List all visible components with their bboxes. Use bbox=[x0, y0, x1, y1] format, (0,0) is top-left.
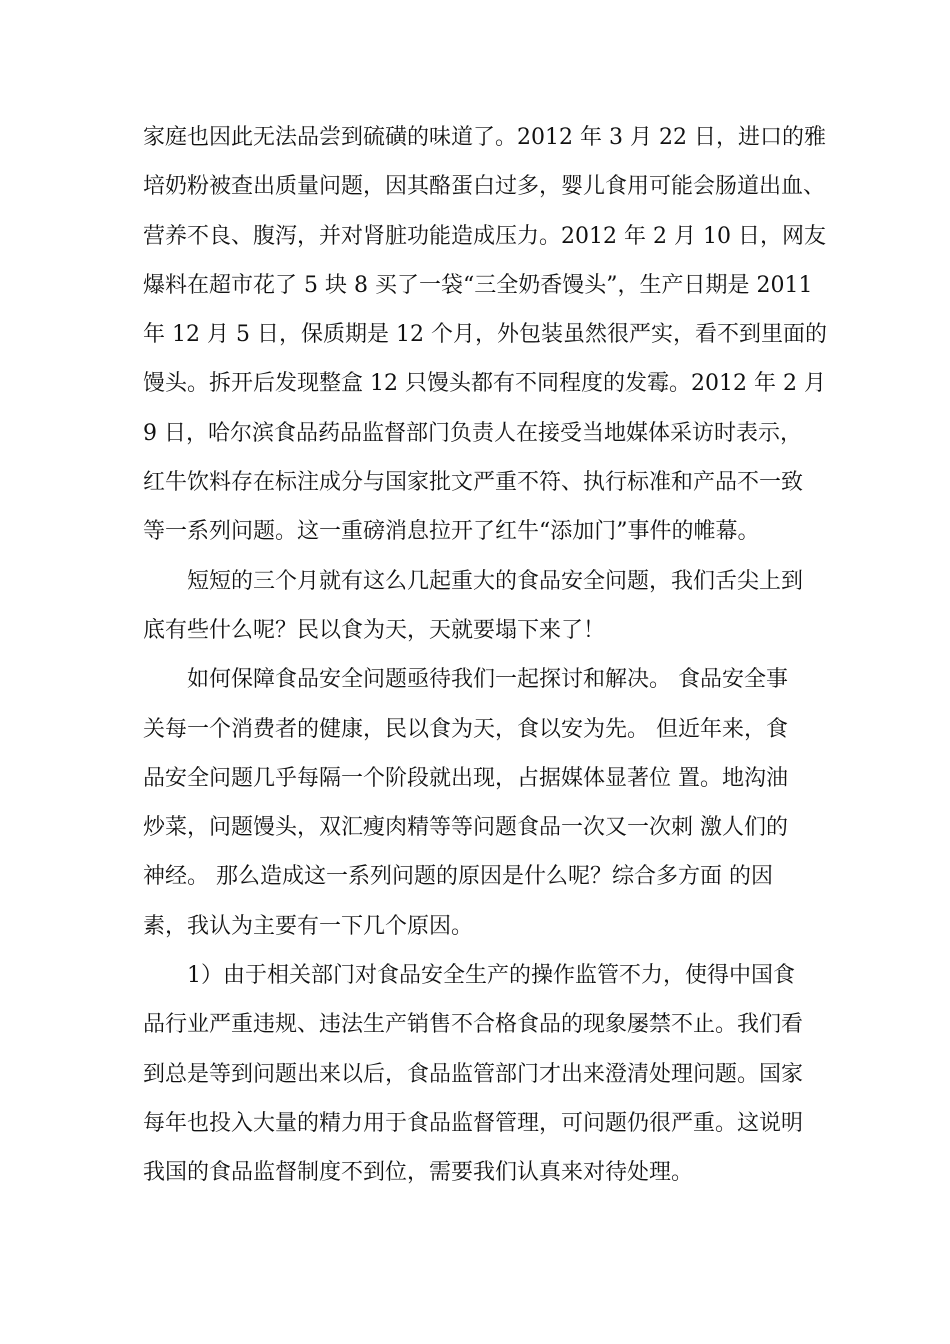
text-line: 我国的食品监督制度不到位，需要我们认真来对待处理。 bbox=[143, 1160, 694, 1186]
text-line: 品行业严重违规、违法生产销售不合格食品的现象屡禁不止。我们看 bbox=[143, 1012, 804, 1038]
text-line: 培奶粉被查出质量问题，因其酪蛋白过多，婴儿食用可能会肠道出血、 bbox=[143, 174, 826, 200]
text-line: 家庭也因此无法品尝到硫磺的味道了。2012 年 3 月 22 日，进口的雅 bbox=[143, 125, 826, 150]
paragraph-causes-intro bbox=[143, 655, 805, 951]
text-line: 红牛饮料存在标注成分与国家批文严重不符、执行标准和产品不一致 bbox=[143, 470, 804, 496]
text-line: 年 12 月 5 日，保质期是 12 个月，外包装虽然很严实，看不到里面的 bbox=[143, 322, 827, 348]
text-line: 神经。 那么造成这一系列问题的原因是什么呢？综合多方面 的因 bbox=[143, 864, 773, 890]
text-line: 每年也投入大量的精力用于食品监督管理，可问题仍很严重。这说明 bbox=[143, 1110, 804, 1136]
text-line: 馒头。拆开后发现整盒 12 只馒头都有不同程度的发霉。2012 年 2 月 bbox=[143, 371, 826, 397]
text-line: 爆料在超市花了 5 块 8 买了一袋“三全奶香馒头”，生产日期是 2011 bbox=[143, 272, 813, 298]
text-line: 品安全问题几乎每隔一个阶段就出现，占据媒体显著位 置。地沟油 bbox=[143, 765, 788, 791]
paragraph-cause-1 bbox=[143, 951, 805, 1197]
body-text bbox=[143, 113, 827, 1198]
text-line: 关每一个消费者的健康，民以食为天，食以安为先。 但近年来，食 bbox=[143, 716, 788, 742]
text-line: 9 日，哈尔滨食品药品监督部门负责人在接受当地媒体采访时表示， bbox=[143, 420, 802, 446]
paragraph-incidents bbox=[143, 113, 827, 557]
text-line: 如何保障食品安全问题亟待我们一起探讨和解决。 食品安全事 bbox=[187, 667, 788, 693]
text-line: 到总是等到问题出来以后，食品监管部门才出来澄清处理问题。国家 bbox=[143, 1061, 804, 1087]
paragraph-summary bbox=[143, 557, 805, 656]
text-line: 炒菜，问题馒头，双汇瘦肉精等等问题食品一次又一次刺 激人们的 bbox=[143, 815, 788, 841]
text-line: 营养不良、腹泻，并对肾脏功能造成压力。2012 年 2 月 10 日，网友 bbox=[143, 223, 826, 249]
text-line: 素，我认为主要有一下几个原因。 bbox=[143, 913, 474, 939]
text-line: 短短的三个月就有这么几起重大的食品安全问题，我们舌尖上到 bbox=[187, 568, 804, 594]
text-line: 1）由于相关部门对食品安全生产的操作监管不力，使得中国食 bbox=[187, 963, 795, 989]
text-line: 等一系列问题。这一重磅消息拉开了红牛“添加门”事件的帷幕。 bbox=[143, 519, 760, 545]
text-line: 底有些什么呢？民以食为天，天就要塌下来了！ bbox=[143, 617, 606, 643]
